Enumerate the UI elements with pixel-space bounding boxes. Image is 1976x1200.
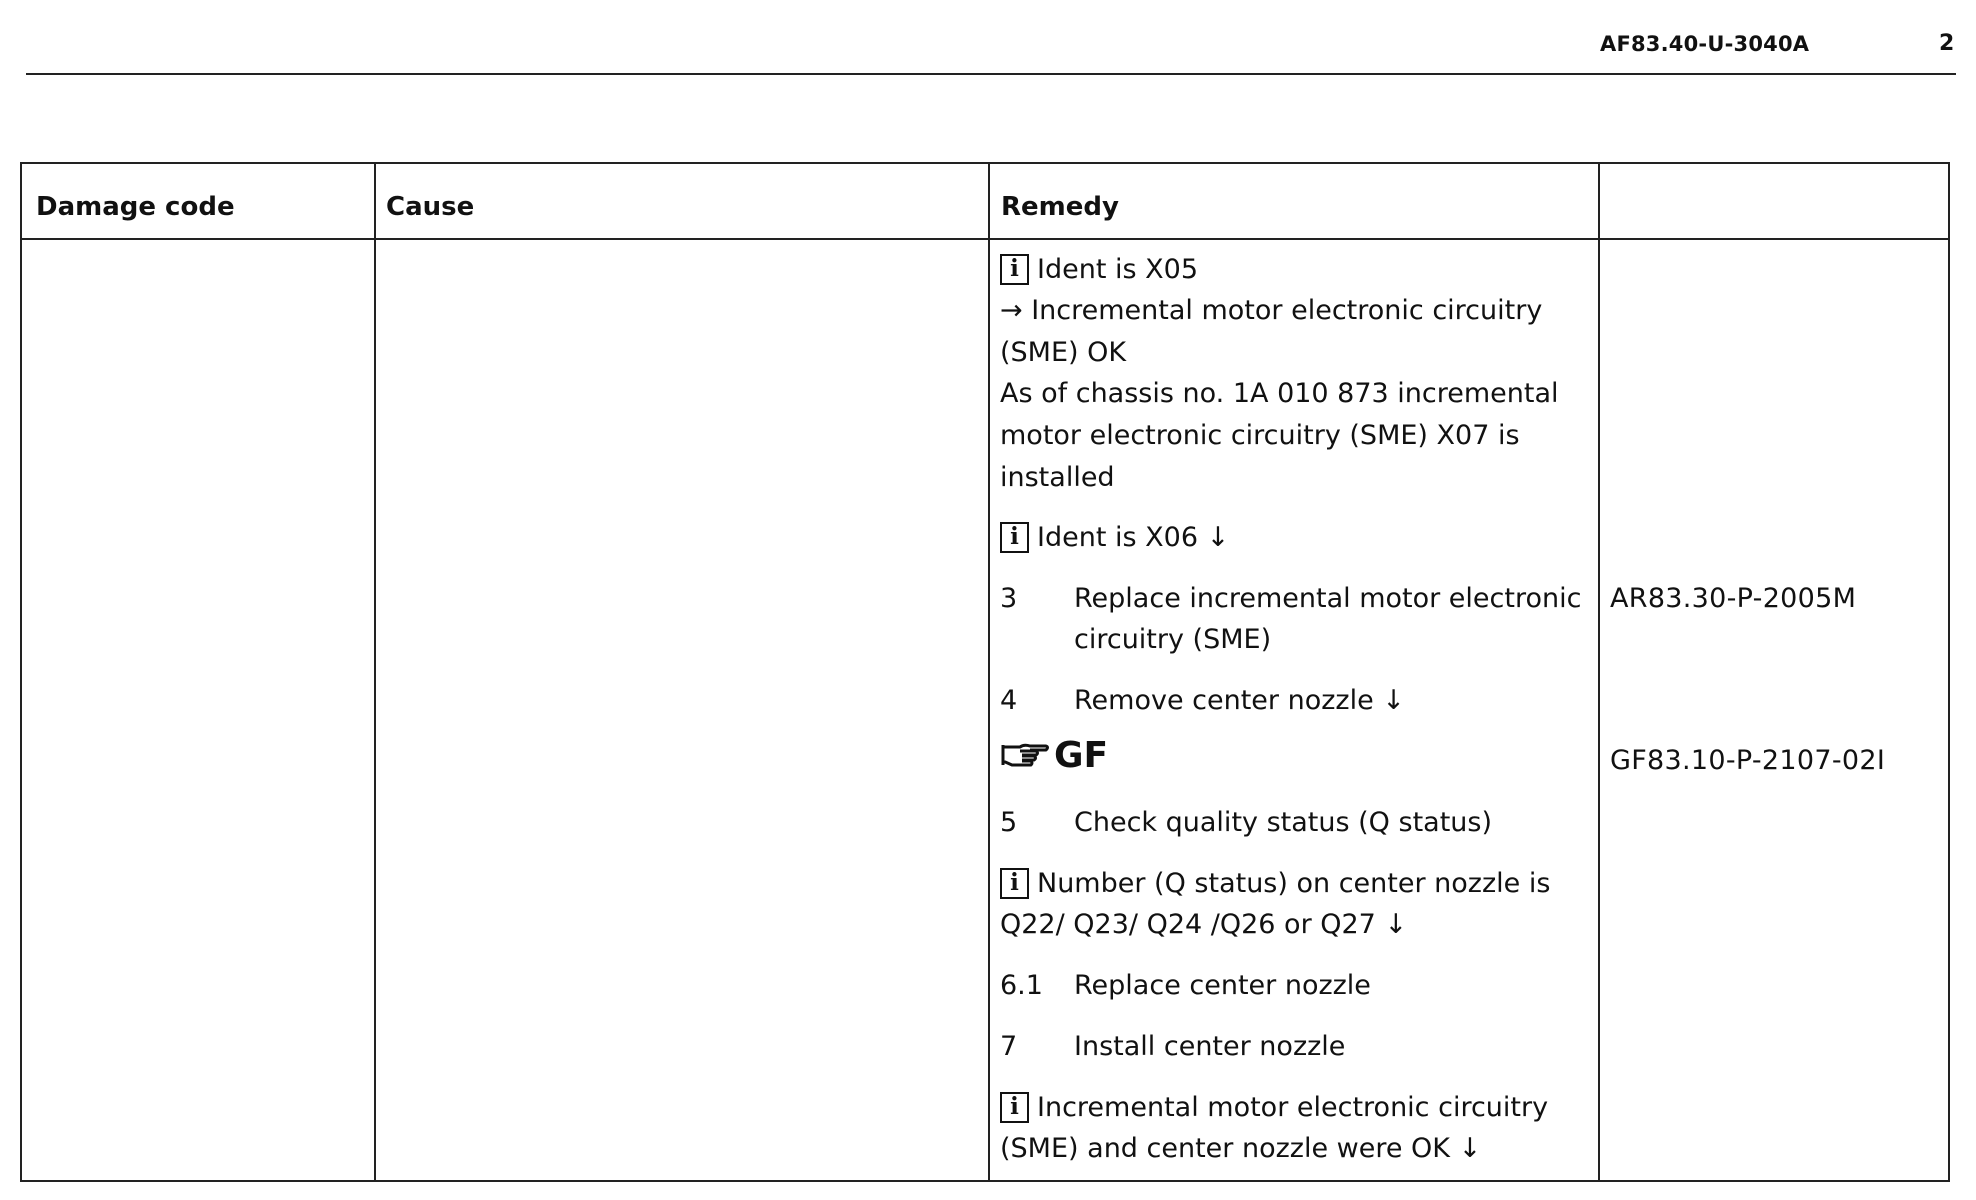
remedy-text-line: (SME) OK	[1000, 337, 1127, 368]
page-number: 2	[1939, 31, 1955, 56]
info-icon: i	[1000, 522, 1029, 553]
header-rule	[26, 73, 1956, 75]
gf-reference-marker	[1000, 734, 1108, 780]
remedy-text-line: → Incremental motor electronic circuitry	[1000, 295, 1543, 326]
step-text: circuitry (SME)	[1074, 624, 1272, 655]
column-divider	[374, 164, 376, 1180]
info-note-text: Number (Q status) on center nozzle is	[1037, 868, 1551, 899]
step-number: 4	[1000, 685, 1018, 716]
column-divider	[1598, 164, 1600, 1180]
info-note	[1000, 249, 1198, 291]
reference-link[interactable]: AR83.30-P-2005M	[1610, 583, 1857, 614]
info-icon: i	[1000, 868, 1029, 899]
remedy-text-line: installed	[1000, 462, 1115, 493]
step-number: 6.1	[1000, 970, 1043, 1001]
step-text: Replace center nozzle	[1074, 970, 1371, 1001]
remedy-text-line: As of chassis no. 1A 010 873 incremental	[1000, 378, 1559, 409]
column-header-cause: Cause	[386, 192, 475, 222]
remedy-text-line: (SME) and center nozzle were OK ↓	[1000, 1133, 1482, 1164]
info-note	[1000, 1087, 1548, 1129]
pointing-hand-icon	[1000, 736, 1050, 780]
remedy-text-line: Q22/ Q23/ Q24 /Q26 or Q27 ↓	[1000, 909, 1408, 940]
step-text: Replace incremental motor electronic	[1074, 583, 1582, 614]
header-row-divider	[22, 238, 1948, 240]
info-note-text: Ident is X06 ↓	[1037, 522, 1230, 553]
info-note-text: Ident is X05	[1037, 254, 1198, 285]
step-number: 7	[1000, 1031, 1018, 1062]
column-header-damage-code: Damage code	[36, 192, 235, 222]
column-divider	[988, 164, 990, 1180]
step-text: Remove center nozzle ↓	[1074, 685, 1405, 716]
reference-link[interactable]: GF83.10-P-2107-02I	[1610, 745, 1886, 776]
step-text: Check quality status (Q status)	[1074, 807, 1492, 838]
remedy-text-line: motor electronic circuitry (SME) X07 is	[1000, 420, 1520, 451]
step-text: Install center nozzle	[1074, 1031, 1346, 1062]
info-note-text: Incremental motor electronic circuitry	[1037, 1092, 1549, 1123]
document-id: AF83.40-U-3040A	[1600, 32, 1810, 56]
step-number: 3	[1000, 583, 1018, 614]
column-header-remedy: Remedy	[1001, 192, 1119, 222]
step-number: 5	[1000, 807, 1018, 838]
info-note	[1000, 863, 1550, 905]
info-note	[1000, 517, 1229, 559]
info-icon: i	[1000, 254, 1029, 285]
gf-label: GF	[1054, 735, 1109, 776]
damage-table	[20, 162, 1950, 1182]
info-icon: i	[1000, 1092, 1029, 1123]
